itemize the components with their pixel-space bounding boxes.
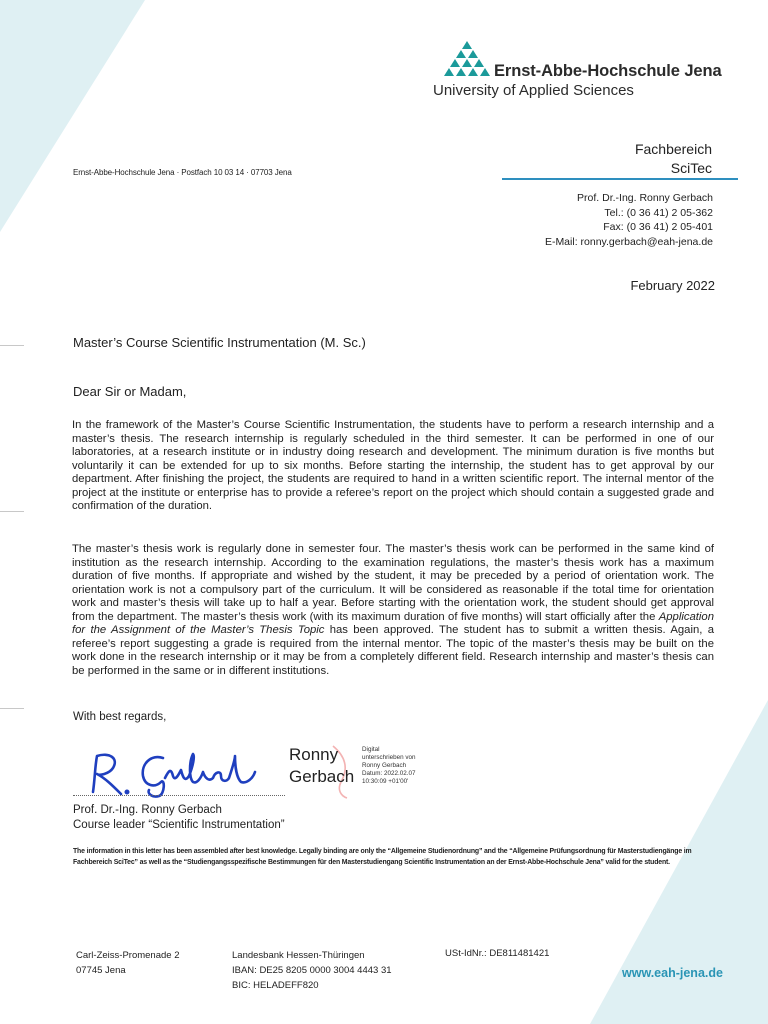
contact-email[interactable]: E-Mail: ronny.gerbach@eah-jena.de [544, 235, 713, 248]
digital-signature-name [289, 744, 354, 788]
signer-role: Course leader “Scientific Instrumentation” [73, 818, 285, 831]
background-shape-top-left [0, 0, 150, 240]
footer-iban: IBAN: DE25 8205 0000 3004 4443 31 [232, 965, 392, 976]
digital-signature-meta-line: Ronny Gerbach [362, 762, 407, 769]
digital-signature-meta-line: Digital [362, 746, 380, 753]
institution-subtitle: University of Applied Sciences [433, 82, 634, 99]
fold-mark [0, 511, 24, 512]
triangle-logo-icon [441, 40, 493, 80]
letter-date: February 2022 [630, 278, 715, 293]
salutation: Dear Sir or Madam, [73, 384, 187, 399]
letter-subject: Master’s Course Scientific Instrumentation (M. Sc.) [73, 335, 366, 350]
fold-mark [0, 345, 24, 346]
footer-city: 07745 Jena [76, 965, 126, 976]
footer-vat: USt-IdNr.: DE811481421 [445, 948, 550, 959]
digital-signature-first-name: Ronny [289, 745, 339, 764]
body-paragraph-2 [72, 543, 714, 678]
digital-signature-last-name: Gerbach [289, 767, 355, 786]
department-block [635, 140, 712, 178]
footer-street: Carl-Zeiss-Promenade 2 [76, 950, 180, 961]
sender-address-line: Ernst-Abbe-Hochschule Jena · Postfach 10 03 14 · 07703 Jena [73, 168, 292, 177]
footer-bic: BIC: HELADEFF820 [232, 980, 319, 991]
digital-signature-meta [362, 746, 416, 786]
digital-signature-meta-line: Datum: 2022.02.07 [362, 770, 416, 777]
legal-note: The information in this letter has been assembled after best knowledge. Legally binding are only the “Allgemeine Studienordnung” and the “Allgemeine Prüfungsordnung für Masterstudiengänge im Fachbereich SciTec” as well as the “Studiengangsspezifische Bestimmungen für den Masterstudiengang Scientific Instrumentation an der Ernst-Abbe-Hochschule Jena” valid for the student. [73, 848, 692, 866]
signer-name: Prof. Dr.-Ing. Ronny Gerbach [73, 804, 222, 816]
department-label: Fachbereich [634, 141, 712, 157]
closing: With best regards, [73, 711, 167, 723]
paragraph-text: The master’s thesis work is regularly done in semester four. The master’s thesis work can be performed in the same kind of institution as the research internship. According to the examination regulations, the master’s thesis work has a maximum duration of five months. If appropriate and wished by the student, it may be preceded by a period of orientation work. The orientation work is not a compulsory part of the curriculum. It will be considered as reasonable if the total time for orientation work and master’s thesis will take up to half a year. Before starting with the orientation work, the student should get approval from the department. The master’s thesis work (with its maximum duration of five months) will start officially after the [72, 543, 714, 623]
signer-block [73, 803, 285, 832]
contact-block [545, 191, 713, 249]
digital-signature-meta-line: unterschrieben von [362, 754, 416, 761]
department-name: SciTec [670, 160, 712, 176]
footer-bank-name: Landesbank Hessen-Thüringen [232, 950, 365, 961]
institution-name: Ernst-Abbe-Hochschule Jena [494, 62, 722, 80]
application-title: Application for the Assignment of the Master’s Thesis Topic [72, 610, 714, 636]
handwritten-signature [85, 748, 265, 800]
header-divider [502, 178, 738, 180]
digital-signature-meta-line: 10:30:09 +01'00' [362, 778, 409, 785]
footer-bank [232, 948, 392, 993]
body-paragraph-1: In the framework of the Master’s Course Scientific Instrumentation, the students have to perform a research internship and a master’s thesis. The research internship is regularly scheduled in the third semester. It can be performed in one of our laboratories, at a research institute or in industry doing research and development. The minimum duration is five months but voluntarily it can be extended for up to six months. Before starting the internship, the student has to get approval by our department. After finishing the project, the students are required to hand in a written scientific report. The internal mentor of the project at the institute or enterprise has to provide a referee’s report on the project which should contain a suggested grade and confirmation of the duration. [72, 419, 714, 512]
contact-fax: Fax: (0 36 41) 2 05-401 [603, 221, 713, 233]
footer-address [76, 948, 179, 978]
signature-line [73, 795, 285, 796]
website-link[interactable]: www.eah-jena.de [622, 966, 723, 980]
contact-name: Prof. Dr.-Ing. Ronny Gerbach [577, 192, 713, 204]
fold-mark [0, 708, 24, 709]
contact-tel: Tel.: (0 36 41) 2 05-362 [604, 206, 713, 219]
paragraph-text: has been approved. The student has to submit a written thesis. Again, a referee’s report suggesting a grade is required from the internal mentor. The topic of the master’s thesis may be built on the work done in the research internship or it may be from a completely different field. Research internship and master’s thesis can be performed in the same or in different institutions. [72, 624, 714, 677]
